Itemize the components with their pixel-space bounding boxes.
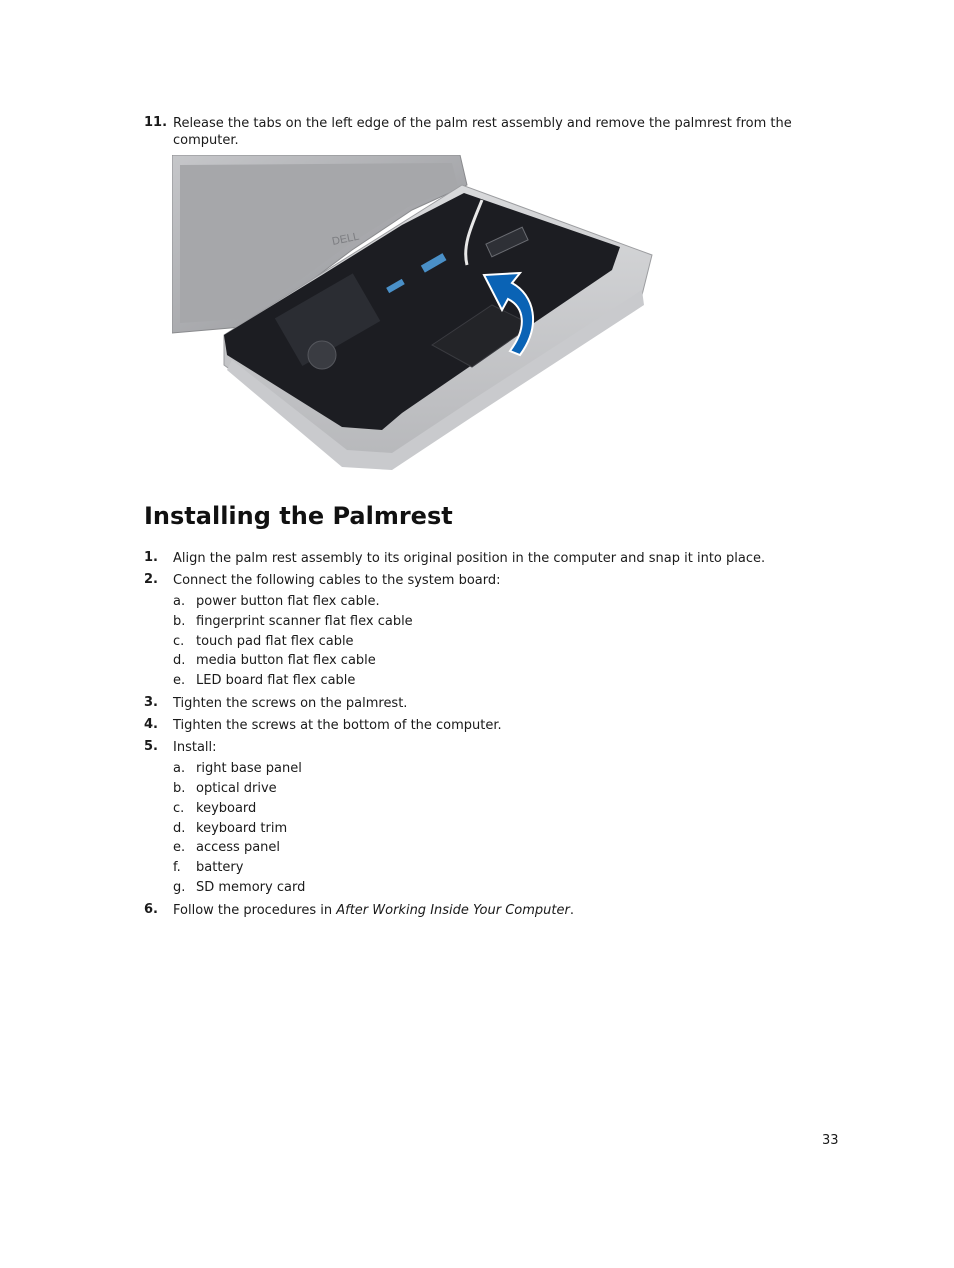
step-text: Tighten the screws on the palmrest.: [173, 696, 408, 711]
sub-step-text: media button flat flex cable: [196, 653, 376, 668]
sub-step-letter: e.: [173, 673, 186, 688]
sub-step-letter: b.: [173, 614, 186, 629]
sub-step-text: LED board flat flex cable: [196, 673, 356, 688]
sub-step-letter: e.: [173, 840, 186, 855]
sub-step-letter: a.: [173, 594, 186, 609]
dell-logo: DELL: [330, 230, 361, 248]
step-number: 1.: [144, 550, 158, 565]
step-text: Install:: [173, 740, 217, 755]
step-text-prefix: Follow the procedures in: [173, 903, 337, 918]
sub-step-text: fingerprint scanner flat flex cable: [196, 614, 413, 629]
step-text: Align the palm rest assembly to its original position in the computer and snap it into place.: [173, 551, 766, 566]
step-number: 4.: [144, 717, 158, 732]
sub-step-letter: b.: [173, 781, 186, 796]
sub-step-letter: a.: [173, 761, 186, 776]
sub-step-letter: f.: [173, 860, 181, 875]
sub-step-text: battery: [196, 860, 244, 875]
step-number: 6.: [144, 902, 158, 917]
cross-reference: After Working Inside Your Computer: [336, 903, 570, 918]
sub-step-letter: d.: [173, 821, 186, 836]
sub-step-letter: d.: [173, 653, 186, 668]
step-text: Tighten the screws at the bottom of the computer.: [173, 718, 502, 733]
step-text: Release the tabs on the left edge of the palm rest assembly and remove the palmrest from the computer.: [173, 116, 792, 148]
sub-step-letter: g.: [173, 880, 186, 895]
sub-step-text: access panel: [196, 840, 281, 855]
step-text: Connect the following cables to the system board:: [173, 573, 501, 588]
step-text: [173, 902, 813, 919]
sub-step-letter: c.: [173, 634, 185, 649]
sub-step-text: keyboard: [196, 801, 257, 816]
step-number: 2.: [144, 572, 158, 587]
section-title: Installing the Palmrest: [144, 502, 453, 530]
step-number: 5.: [144, 739, 158, 754]
sub-step-text: power button flat flex cable.: [196, 594, 380, 609]
step-number: 3.: [144, 695, 158, 710]
palmrest-removal-illustration: [172, 155, 657, 480]
step-number: 11.: [144, 115, 168, 130]
page-number: 33: [822, 1133, 839, 1148]
sub-step-text: SD memory card: [196, 880, 306, 895]
palmrest-removal-figure: [172, 155, 657, 480]
sub-step-text: right base panel: [196, 761, 302, 776]
sub-step-text: keyboard trim: [196, 821, 288, 836]
sub-step-text: optical drive: [196, 781, 277, 796]
sub-step-letter: c.: [173, 801, 185, 816]
step-text-suffix: .: [569, 903, 574, 918]
sub-step-text: touch pad flat flex cable: [196, 634, 354, 649]
